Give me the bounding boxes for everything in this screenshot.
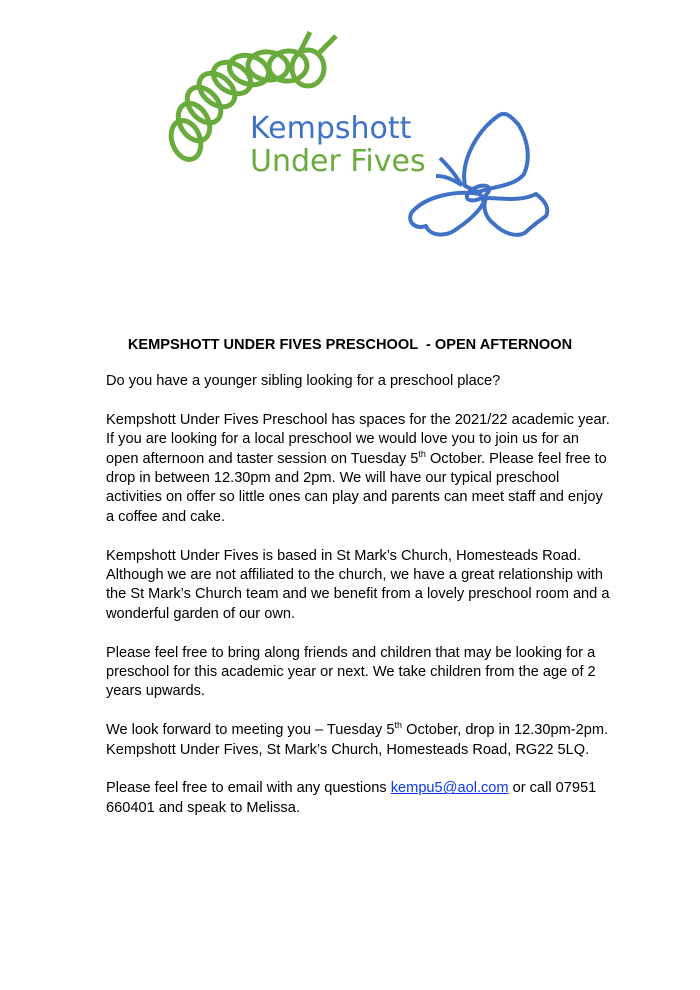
logo-line-under-fives: Under Fives (250, 144, 426, 179)
email-link[interactable]: kempu5@aol.com (390, 780, 509, 797)
logo-line-kempshott: Kempshott (250, 111, 412, 146)
logo-wordmark (250, 112, 426, 178)
ordinal-suffix: th (418, 448, 426, 459)
paragraph-location: Kempshott Under Fives is based in St Mark’s Church, Homesteads Road. Although we are not affiliated to the church, we have a great relationship with the St Mark’s Church team and we benefit from a lovely preschool room and a wonderful garden of our own. (106, 547, 610, 622)
paragraph-spaces-text-a: Kempshott Under Fives Preschool has spaces for the 2021/22 academic year. If you are looking for a local preschool we would love you to join us for an open afternoon and taster session on Tuesday 5 (106, 411, 610, 467)
paragraph-spaces-text-b: October. Please feel free to drop in between 12.30pm and 2pm. We will have our typical preschool activities on offer so little ones can play and parents can meet staff and enjoy a coffee and cake. (106, 450, 607, 525)
letter-body (106, 372, 626, 838)
paragraph-meeting-text-b: October, drop in 12.30pm-2pm. Kempshott Under Fives, St Mark’s Church, Homesteads Road, RG22 5LQ. (106, 722, 609, 758)
ordinal-suffix: th (394, 720, 403, 731)
paragraph-sibling-question: Do you have a younger sibling looking for a preschool place? (106, 373, 501, 389)
paragraph-bring-friends: Please feel free to bring along friends and children that may be looking for a preschool for this academic year or next. We take children from the age of 2 years upwards. (106, 644, 596, 700)
page-title: KEMPSHOTT UNDER FIVES PRESCHOOL - OPEN AFTERNOON (127, 337, 573, 353)
paragraph-meeting-details (106, 721, 626, 760)
paragraph-contact (106, 779, 626, 818)
paragraph-meeting-text-a: We look forward to meeting you – Tuesday 5 (106, 722, 395, 739)
logo (160, 28, 560, 248)
paragraph-contact-text-b: or call 07951 660401 and speak to Melissa. (106, 780, 597, 816)
paragraph-contact-text-a: Please feel free to email with any questions (106, 780, 391, 797)
paragraph-spaces (106, 411, 626, 527)
butterfly-icon (410, 114, 547, 235)
